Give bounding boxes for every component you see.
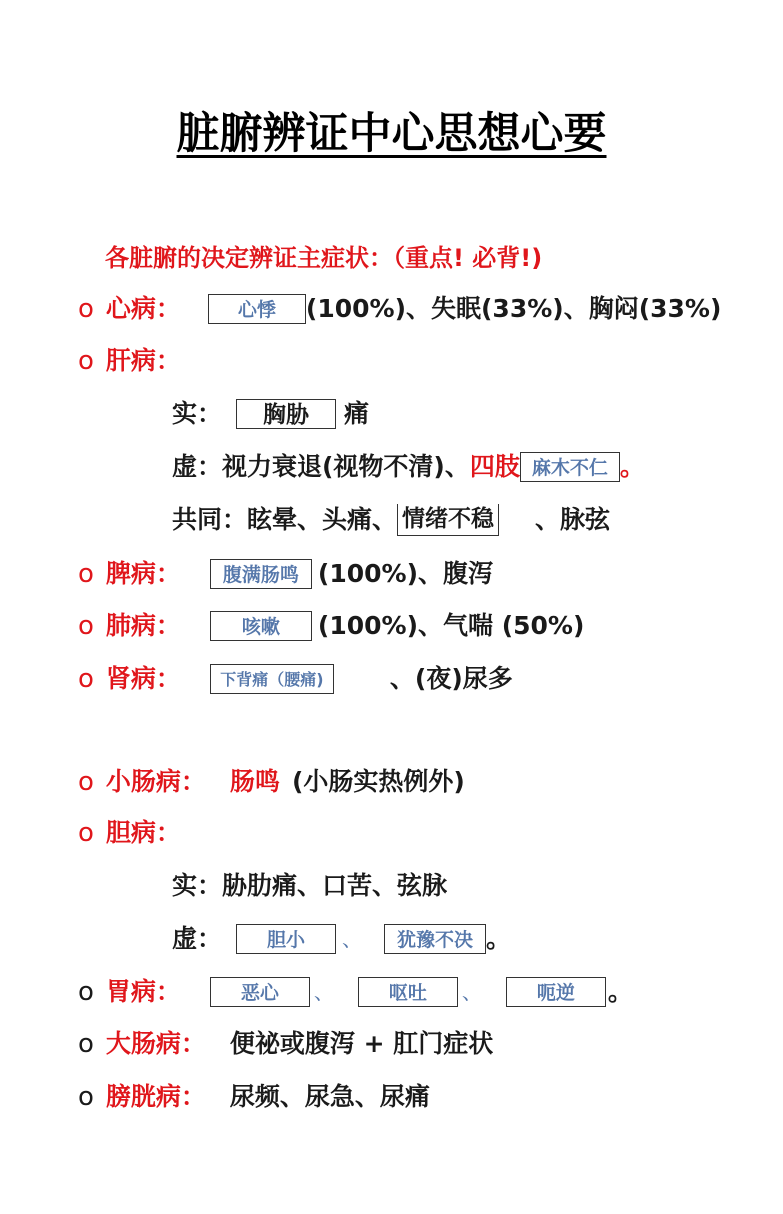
lung-key-symptom-box: 咳嗽 [210,611,312,641]
separator: 、 [342,927,362,951]
heart-label: 心病： [105,294,181,323]
liver-row [78,344,181,378]
spleen-label: 脾病： [105,559,181,588]
separator: 、 [313,980,334,1004]
gallbladder-box-1: 胆小 [236,924,336,954]
liver-deficiency-red: 四肢 [469,452,520,481]
gallbladder-row [78,816,181,850]
gallbladder-box-2: 犹豫不决 [384,924,486,954]
liver-common-label: 共同：眩晕、头痛、 [172,505,398,534]
stomach-end: 。 [607,977,633,1006]
spleen-key-symptom-box: 腹满肠鸣 [210,559,312,589]
kidney-row [78,662,513,696]
kidney-label: 肾病： [105,664,181,693]
liver-excess-box: 胸胁 [236,399,336,429]
large-intestine-label: 大肠病： [105,1029,206,1058]
bullet-icon: o [78,818,94,848]
liver-excess-rest: 痛 [344,399,370,428]
stomach-box-1: 恶心 [210,977,310,1007]
kidney-other-symptoms: 、(夜)尿多 [389,664,513,693]
small-intestine-note: (小肠实热例外) [291,767,465,796]
gallbladder-end: 。 [486,924,512,953]
liver-common-rest: 、脉弦 [535,505,611,534]
lung-other-symptoms: (100%)、气喘 (50%) [317,611,585,640]
gallbladder-label: 胆病： [105,818,181,847]
stomach-box-3: 呃逆 [506,977,606,1007]
bullet-icon: o [78,977,94,1007]
bullet-icon: o [78,559,94,589]
key-symptoms-heading: 各脏腑的决定辨证主症状：（重点! 必背!) [105,244,543,272]
liver-excess-row [172,397,369,431]
bladder-label: 膀胱病： [105,1082,206,1111]
heart-key-symptom-box: 心悸 [208,294,306,324]
spleen-row [78,557,493,591]
gallbladder-excess-row [172,869,447,903]
bullet-icon: o [78,1082,94,1112]
liver-label: 肝病： [105,346,181,375]
small-intestine-label: 小肠病： [105,767,206,796]
stomach-box-2: 呕吐 [358,977,458,1007]
large-intestine-symptoms: 便祕或腹泻 + 肛门症状 [229,1029,494,1058]
gallbladder-deficiency-label: 虚： [172,924,223,953]
liver-deficiency-end: 。 [619,452,645,481]
separator: 、 [461,980,482,1004]
kidney-key-symptom-box: 下背痛（腰痛) [210,664,334,694]
liver-common-row [172,503,610,537]
gallbladder-deficiency-row [172,922,511,956]
small-intestine-key-symptom: 肠鸣 [229,767,280,796]
stomach-label: 胃病： [105,977,181,1006]
bullet-icon: o [78,664,94,694]
bladder-row [78,1080,430,1114]
liver-deficiency-box: 麻木不仁 [520,452,620,482]
heart-other-symptoms: (100%)、失眠(33%)、胸闷(33%) [305,294,722,323]
bladder-symptoms: 尿频、尿急、尿痛 [229,1082,430,1111]
bullet-icon: o [78,346,94,376]
bullet-icon: o [78,611,94,641]
liver-common-box: 情绪不稳 [397,504,499,536]
page-title: 脏腑辨证中心思想心要 [176,109,607,159]
heart-row [78,292,721,326]
bullet-icon: o [78,294,94,324]
gallbladder-excess-text: 实：胁肋痛、口苦、弦脉 [172,871,448,900]
liver-deficiency-row [172,450,645,484]
bullet-icon: o [78,1029,94,1059]
small-intestine-row [78,765,465,799]
liver-excess-label: 实： [172,399,223,428]
lung-label: 肺病： [105,611,181,640]
spleen-other-symptoms: (100%)、腹泻 [317,559,494,588]
lung-row [78,609,584,643]
stomach-row [78,975,633,1009]
large-intestine-row [78,1027,493,1061]
liver-deficiency-label: 虚：视力衰退(视物不清)、 [172,452,470,481]
bullet-icon: o [78,767,94,797]
